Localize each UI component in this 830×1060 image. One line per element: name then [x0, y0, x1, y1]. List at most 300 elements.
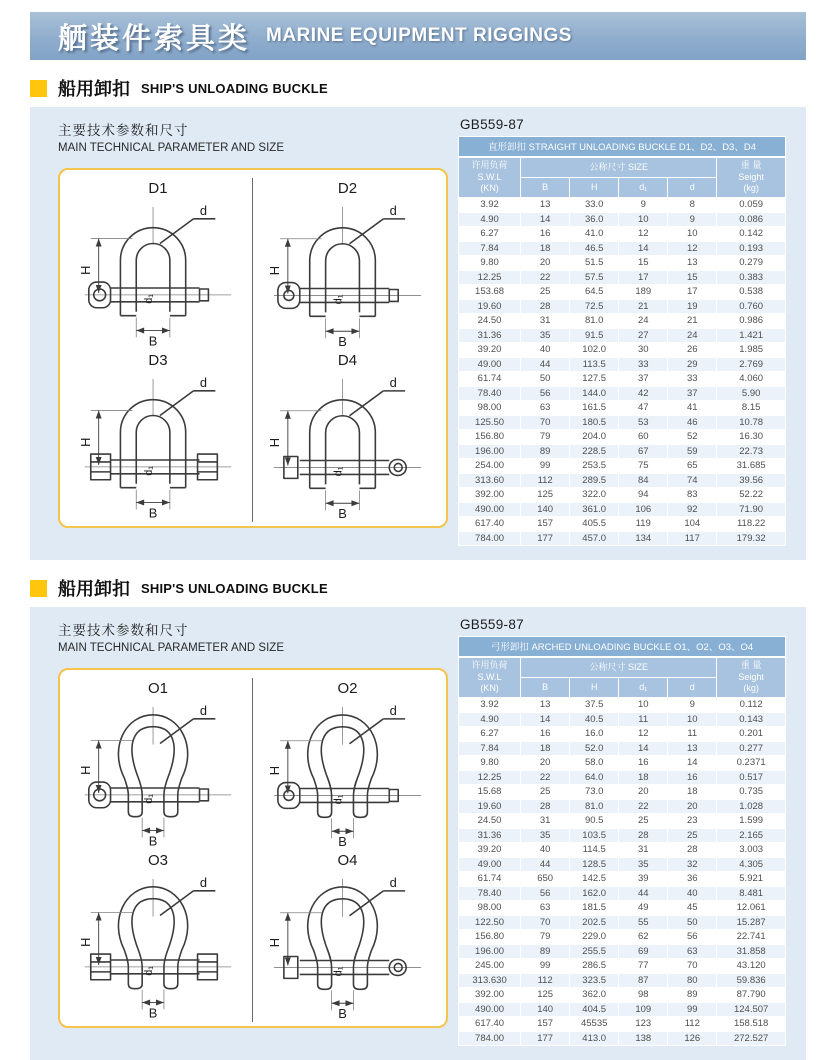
table-cell: 31.36 [459, 328, 521, 343]
svg-text:B: B [338, 506, 347, 522]
table-cell: 3.92 [459, 198, 521, 213]
table-cell: 1.028 [717, 799, 786, 814]
section-title [30, 570, 806, 607]
table-cell: 15 [619, 256, 668, 271]
table-row [459, 473, 786, 488]
table-row [459, 502, 786, 517]
table-cell: 10.78 [717, 415, 786, 430]
svg-text:B: B [338, 1006, 347, 1022]
table-cell: 39.20 [459, 843, 521, 858]
table-cell: 92 [668, 502, 717, 517]
table-cell: 39 [619, 872, 668, 887]
svg-text:d: d [199, 374, 208, 390]
table-cell: 45 [668, 901, 717, 916]
table-cell: 1.599 [717, 814, 786, 829]
svg-text:d₁: d₁ [332, 966, 345, 977]
table-cell: 37.5 [570, 698, 619, 713]
table-cell: 0.142 [717, 227, 786, 242]
table-row [459, 314, 786, 329]
table-cell: 112 [521, 973, 570, 988]
col-header-swl [459, 158, 521, 198]
table-cell: 15.287 [717, 915, 786, 930]
table-cell: 98 [619, 988, 668, 1003]
table-cell: 99 [668, 1002, 717, 1017]
table-cell: 83 [668, 488, 717, 503]
table-row [459, 814, 786, 829]
table-cell: 16 [668, 770, 717, 785]
table-cell: 180.5 [570, 415, 619, 430]
diagram-label: D3 [148, 352, 168, 370]
table-cell: 490.00 [459, 1002, 521, 1017]
table-cell: 9.80 [459, 756, 521, 771]
col-header-h: H [570, 678, 619, 698]
table-cell: 138 [619, 1031, 668, 1046]
table-cell: 7.84 [459, 241, 521, 256]
table-cell: 0.538 [717, 285, 786, 300]
table-cell: 39.56 [717, 473, 786, 488]
table-cell: 40 [521, 843, 570, 858]
table-row [459, 328, 786, 343]
table-cell: 43.120 [717, 959, 786, 974]
svg-text:d₁: d₁ [143, 466, 156, 476]
table-cell: 12.25 [459, 770, 521, 785]
svg-text:B: B [338, 334, 347, 350]
table-cell: 19.60 [459, 799, 521, 814]
table-cell: 13 [521, 198, 570, 213]
table-cell: 24.50 [459, 314, 521, 329]
table-cell: 77 [619, 959, 668, 974]
header-line: (kg) [743, 683, 759, 694]
table-cell: 5.921 [717, 872, 786, 887]
table-cell: 98.00 [459, 901, 521, 916]
table-row [459, 857, 786, 872]
table-cell: 272.527 [717, 1031, 786, 1046]
table-cell: 177 [521, 1031, 570, 1046]
table-cell: 8.15 [717, 401, 786, 416]
table-cell: 56 [521, 886, 570, 901]
section-ships-unloading-buckle-1 [30, 70, 806, 560]
table-cell: 157 [521, 517, 570, 532]
dee-shackle-drawing-icon [69, 371, 247, 521]
table-cell: 361.0 [570, 502, 619, 517]
table-cell: 40 [668, 886, 717, 901]
param-heading-zh: 主要技术参数和尺寸 [58, 123, 189, 138]
header-line: 许用负荷 [471, 660, 508, 671]
table-cell: 0.760 [717, 299, 786, 314]
table-cell: 22 [521, 270, 570, 285]
table-cell: 413.0 [570, 1031, 619, 1046]
table-cell: 0.2371 [717, 756, 786, 771]
table-cell: 13 [668, 256, 717, 271]
svg-text:B: B [148, 1005, 158, 1021]
table-row [459, 517, 786, 532]
param-heading-zh: 主要技术参数和尺寸 [58, 623, 189, 639]
diagram-d3 [64, 350, 253, 522]
table-cell: 25 [521, 785, 570, 800]
table-row [459, 1031, 786, 1046]
table-cell: 37 [668, 386, 717, 401]
table-cell: 49.00 [459, 857, 521, 872]
table-cell: 109 [619, 1002, 668, 1017]
svg-text:d: d [389, 702, 397, 718]
table-cell: 4.060 [717, 372, 786, 387]
table-cell: 29 [668, 357, 717, 372]
table-row [459, 973, 786, 988]
table-cell: 19.60 [459, 299, 521, 314]
table-cell: 0.059 [717, 198, 786, 213]
table-cell: 21 [668, 314, 717, 329]
table-cell: 125.50 [459, 415, 521, 430]
table-row [459, 872, 786, 887]
table-cell: 52.0 [570, 741, 619, 756]
table-row [459, 756, 786, 771]
table-cell: 12.25 [459, 270, 521, 285]
svg-text:B: B [148, 333, 158, 349]
table-cell: 13 [521, 698, 570, 713]
table-cell: 122.50 [459, 915, 521, 930]
header-line: Seight [738, 171, 764, 182]
table-row [459, 901, 786, 916]
table-cell: 31 [619, 843, 668, 858]
table-cell: 14 [521, 712, 570, 727]
table-row [459, 843, 786, 858]
table-cell: 161.5 [570, 401, 619, 416]
table-cell: 67 [619, 444, 668, 459]
table-cell: 617.40 [459, 517, 521, 532]
table-cell: 70 [521, 415, 570, 430]
header-line: S.W.L [477, 671, 502, 682]
bow-shackle-drawing-icon [258, 699, 437, 850]
table-row [459, 415, 786, 430]
table-cell: 61.74 [459, 872, 521, 887]
table-cell: 23 [668, 814, 717, 829]
table-row [459, 886, 786, 901]
table-cell: 405.5 [570, 517, 619, 532]
standard-code: GB559-87 [460, 617, 524, 633]
table-cell: 2.769 [717, 357, 786, 372]
spec-table-head [459, 658, 786, 698]
table-cell: 50 [521, 372, 570, 387]
table-cell: 40 [521, 343, 570, 358]
table-cell: 286.5 [570, 959, 619, 974]
table-cell: 20 [668, 799, 717, 814]
table-cell: 57.5 [570, 270, 619, 285]
table-cell: 16 [521, 727, 570, 742]
table-cell: 61.74 [459, 372, 521, 387]
table-cell: 59 [668, 444, 717, 459]
table-cell: 28 [521, 299, 570, 314]
table-cell: 99 [521, 459, 570, 474]
table-cell: 4.90 [459, 712, 521, 727]
diagram-label: D1 [148, 180, 168, 197]
table-cell: 71.90 [717, 502, 786, 517]
table-cell: 22 [619, 799, 668, 814]
table-panel [458, 617, 786, 1046]
table-row [459, 915, 786, 930]
table-cell: 65 [668, 459, 717, 474]
table-cell: 22.741 [717, 930, 786, 945]
table-cell: 457.0 [570, 531, 619, 546]
table-cell: 56 [521, 386, 570, 401]
table-cell: 79 [521, 430, 570, 445]
table-cell: 103.5 [570, 828, 619, 843]
col-header-weight [717, 158, 786, 198]
table-row [459, 1002, 786, 1017]
table-cell: 31 [521, 314, 570, 329]
col-header-d: d [668, 178, 717, 198]
table-cell: 142.5 [570, 872, 619, 887]
table-cell: 15 [668, 270, 717, 285]
table-cell: 0.277 [717, 741, 786, 756]
sections-container [30, 70, 806, 1060]
table-cell: 255.5 [570, 944, 619, 959]
table-cell: 12 [619, 727, 668, 742]
header-line: 许用负荷 [471, 160, 508, 170]
table-row [459, 770, 786, 785]
param-heading-en: MAIN TECHNICAL PARAMETER AND SIZE [58, 142, 284, 154]
table-cell: 51.5 [570, 256, 619, 271]
diagram-o4 [253, 850, 442, 1022]
table-cell: 123 [619, 1017, 668, 1032]
table-cell: 313.630 [459, 973, 521, 988]
table-cell: 25 [619, 814, 668, 829]
table-cell: 94 [619, 488, 668, 503]
diagram-label: O3 [147, 852, 168, 870]
table-cell: 33 [619, 357, 668, 372]
table-row [459, 343, 786, 358]
table-cell: 31.685 [717, 459, 786, 474]
svg-text:d: d [389, 375, 397, 391]
spec-table-body [459, 698, 786, 1046]
diagram-o1 [64, 678, 253, 850]
table-cell: 14 [619, 741, 668, 756]
table-cell: 125 [521, 488, 570, 503]
table-cell: 18 [619, 770, 668, 785]
table-cell: 20 [619, 785, 668, 800]
table-cell: 63 [521, 401, 570, 416]
svg-text:d₁: d₁ [143, 294, 156, 304]
table-cell: 31.36 [459, 828, 521, 843]
table-cell: 40.5 [570, 712, 619, 727]
table-cell: 8 [668, 198, 717, 213]
table-cell: 9 [668, 698, 717, 713]
svg-text:d: d [199, 875, 208, 891]
table-row [459, 256, 786, 271]
svg-text:d₁: d₁ [332, 294, 345, 305]
table-cell: 41 [668, 401, 717, 416]
page-banner [30, 12, 806, 60]
table-cell: 44 [521, 357, 570, 372]
svg-text:d₁: d₁ [143, 966, 156, 976]
table-row [459, 430, 786, 445]
table-cell: 14 [668, 756, 717, 771]
table-cell: 404.5 [570, 1002, 619, 1017]
table-cell: 4.90 [459, 212, 521, 227]
table-cell: 112 [521, 473, 570, 488]
table-cell: 117 [668, 531, 717, 546]
spec-table [458, 657, 786, 1046]
table-cell: 60 [619, 430, 668, 445]
svg-text:H: H [77, 437, 93, 447]
header-line: (kg) [743, 183, 759, 194]
table-cell: 89 [521, 444, 570, 459]
svg-text:H: H [77, 937, 93, 948]
table-cell: 69 [619, 944, 668, 959]
svg-text:H: H [77, 765, 93, 775]
table-cell: 16 [619, 756, 668, 771]
table-cell: 28 [521, 799, 570, 814]
table-cell: 45535 [570, 1017, 619, 1032]
col-header-size-group: 公称尺寸 SIZE [521, 658, 717, 678]
table-cell: 189 [619, 285, 668, 300]
banner-title-en: MARINE EQUIPMENT RIGGINGS [266, 25, 572, 46]
table-cell: 16.0 [570, 727, 619, 742]
table-title: 弓形卸扣 ARCHED UNLOADING BUCKLE O1、O2、O3、O4 [458, 636, 786, 657]
table-cell: 2.165 [717, 828, 786, 843]
table-cell: 50 [668, 915, 717, 930]
diagram-box [58, 668, 448, 1028]
table-cell: 12 [668, 241, 717, 256]
table-cell: 392.00 [459, 988, 521, 1003]
table-cell: 55 [619, 915, 668, 930]
table-row [459, 285, 786, 300]
table-cell: 153.68 [459, 285, 521, 300]
table-cell: 156.80 [459, 430, 521, 445]
table-cell: 7.84 [459, 741, 521, 756]
header-line: (KN) [480, 183, 499, 194]
table-cell: 0.201 [717, 727, 786, 742]
col-header-b: B [521, 678, 570, 698]
banner-title-zh: 舾装件索具类 [58, 22, 251, 55]
table-cell: 62 [619, 930, 668, 945]
param-heading-en: MAIN TECHNICAL PARAMETER AND SIZE [58, 642, 284, 655]
table-cell: 0.383 [717, 270, 786, 285]
table-title: 直形卸扣 STRAIGHT UNLOADING BUCKLE D1、D2、D3、D4 [458, 136, 786, 157]
table-cell: 0.193 [717, 241, 786, 256]
table-cell: 119 [619, 517, 668, 532]
table-cell: 81.0 [570, 799, 619, 814]
table-cell: 44 [521, 857, 570, 872]
table-cell: 6.27 [459, 727, 521, 742]
table-cell: 49 [619, 901, 668, 916]
table-cell: 124.507 [717, 1002, 786, 1017]
table-cell: 33.0 [570, 198, 619, 213]
table-cell: 28 [668, 843, 717, 858]
table-cell: 20 [521, 756, 570, 771]
section-body [30, 107, 806, 560]
table-cell: 127.5 [570, 372, 619, 387]
table-cell: 91.5 [570, 328, 619, 343]
table-cell: 156.80 [459, 930, 521, 945]
diagram-label: O1 [147, 680, 168, 698]
table-cell: 39.20 [459, 343, 521, 358]
svg-text:d: d [199, 702, 208, 718]
table-cell: 617.40 [459, 1017, 521, 1032]
table-cell: 4.305 [717, 857, 786, 872]
table-cell: 0.143 [717, 712, 786, 727]
table-row [459, 741, 786, 756]
table-panel [458, 117, 786, 546]
table-cell: 49.00 [459, 357, 521, 372]
table-cell: 112 [668, 1017, 717, 1032]
diagram-d4 [253, 350, 442, 522]
svg-text:H: H [266, 765, 282, 776]
col-header-b: B [521, 178, 570, 198]
table-cell: 18 [521, 241, 570, 256]
table-cell: 5.90 [717, 386, 786, 401]
table-cell: 179.32 [717, 531, 786, 546]
table-row [459, 712, 786, 727]
table-cell: 99 [521, 959, 570, 974]
table-cell: 10 [619, 212, 668, 227]
section-ships-unloading-buckle-2 [30, 570, 806, 1060]
table-cell: 73.0 [570, 785, 619, 800]
table-cell: 1.985 [717, 343, 786, 358]
table-cell: 70 [668, 959, 717, 974]
yellow-bullet-icon [30, 580, 47, 597]
table-row [459, 959, 786, 974]
table-cell: 322.0 [570, 488, 619, 503]
table-cell: 11 [668, 727, 717, 742]
table-cell: 157 [521, 1017, 570, 1032]
table-cell: 35 [521, 328, 570, 343]
svg-text:d: d [389, 202, 397, 218]
table-cell: 44 [619, 886, 668, 901]
table-cell: 9.80 [459, 256, 521, 271]
table-cell: 0.986 [717, 314, 786, 329]
table-cell: 74 [668, 473, 717, 488]
table-cell: 25 [668, 828, 717, 843]
table-cell: 392.00 [459, 488, 521, 503]
table-cell: 289.5 [570, 473, 619, 488]
col-header-d: d [668, 678, 717, 698]
standard-code: GB559-87 [460, 117, 524, 132]
table-cell: 126 [668, 1031, 717, 1046]
table-row [459, 241, 786, 256]
table-cell: 9 [619, 198, 668, 213]
header-line: Seight [738, 671, 764, 682]
table-row [459, 401, 786, 416]
table-row [459, 785, 786, 800]
table-cell: 104 [668, 517, 717, 532]
parameters-panel [30, 117, 448, 546]
table-cell: 784.00 [459, 531, 521, 546]
table-cell: 17 [619, 270, 668, 285]
table-cell: 53 [619, 415, 668, 430]
table-cell: 11 [619, 712, 668, 727]
section-title [30, 70, 806, 107]
dee-shackle-drawing-icon [69, 199, 247, 349]
table-cell: 24 [619, 314, 668, 329]
table-cell: 490.00 [459, 502, 521, 517]
table-cell: 78.40 [459, 386, 521, 401]
table-row [459, 357, 786, 372]
yellow-bullet-icon [30, 80, 47, 97]
table-cell: 134 [619, 531, 668, 546]
table-row [459, 698, 786, 713]
header-line: S.W.L [477, 171, 502, 182]
diagram-label: O4 [337, 852, 358, 870]
table-row [459, 198, 786, 213]
svg-text:d: d [199, 202, 208, 218]
table-cell: 362.0 [570, 988, 619, 1003]
table-cell: 0.086 [717, 212, 786, 227]
col-header-d1: d₁ [619, 178, 668, 198]
spec-table-head [459, 158, 786, 198]
diagram-label: D4 [337, 352, 358, 370]
header-line: (KN) [480, 683, 499, 694]
diagram-label: O2 [337, 680, 358, 698]
